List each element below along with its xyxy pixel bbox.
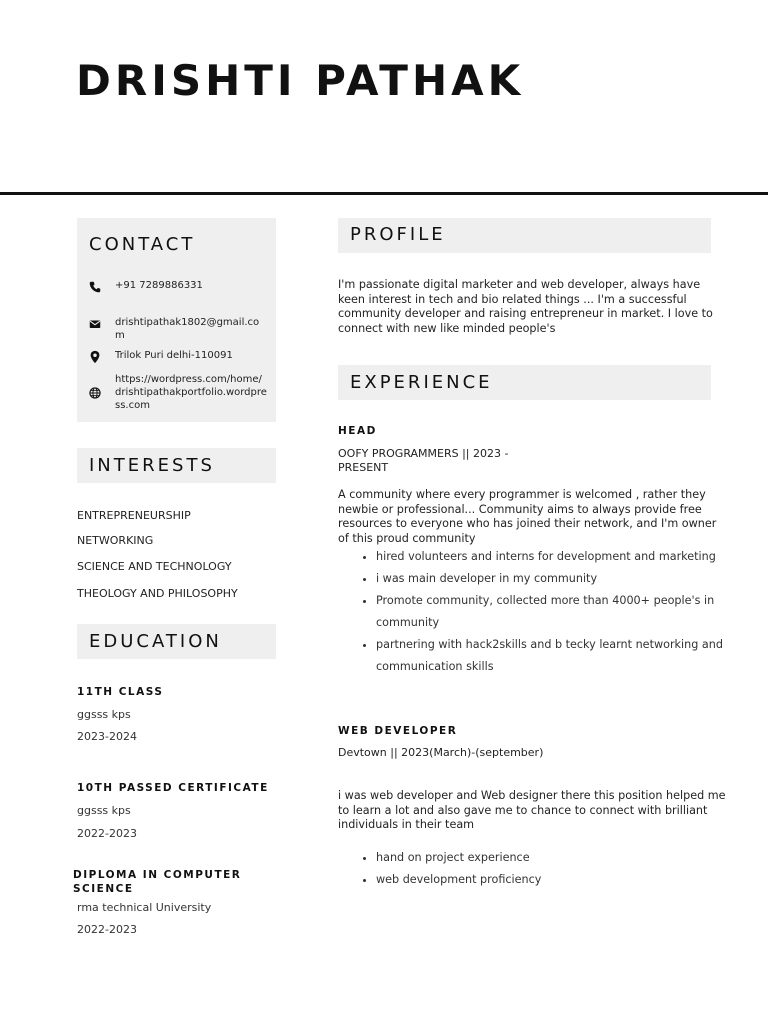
education-section — [77, 624, 276, 659]
job-title: WEB DEVELOPER — [338, 725, 458, 737]
job-organization: OOFY PROGRAMMERS || 2023 - PRESENT — [338, 447, 509, 474]
contact-section — [77, 218, 276, 422]
profile-section — [338, 218, 711, 253]
list-item: • partnering with hack2skills and b tecky learnt networking and communication skills — [376, 634, 768, 678]
job-bullet-list — [338, 546, 768, 678]
job-description: i was web developer and Web designer there this position helped me to learn a lot and also gave me to chance to connect with brilliant individuals in their team — [338, 789, 726, 831]
education-entry-heading: DIPLOMA IN COMPUTER SCIENCE — [73, 869, 242, 895]
experience-heading: EXPERIENCE — [350, 372, 493, 393]
header-divider — [0, 192, 768, 195]
profile-heading: PROFILE — [350, 224, 446, 245]
education-years: 2022-2023 — [77, 923, 137, 936]
list-item: • Promote community, collected more than 4000+ people's in community — [376, 590, 768, 634]
experience-section — [338, 365, 711, 400]
job-organization: Devtown || 2023(March)-(september) — [338, 746, 544, 759]
education-school: rma technical University — [77, 901, 212, 914]
interest-item: SCIENCE AND TECHNOLOGY — [77, 560, 232, 573]
interests-section — [77, 448, 276, 483]
contact-website-row — [88, 373, 268, 412]
education-years: 2023-2024 — [77, 730, 137, 743]
job-description: A community where every programmer is welcomed , rather they newbie or professional... Community aims to always provide free resources to everyone who has joined their network, and I'm owner of this proud community — [338, 488, 717, 545]
list-item: • hired volunteers and interns for development and marketing — [376, 546, 768, 568]
list-item: • hand on project experience — [376, 847, 768, 869]
education-years: 2022-2023 — [77, 827, 137, 840]
list-item: • i was main developer in my community — [376, 568, 768, 590]
contact-phone-row — [88, 279, 268, 294]
mail-icon — [88, 317, 102, 331]
job-bullet-list — [338, 847, 768, 891]
address: Trilok Puri delhi-110091 — [115, 350, 233, 361]
job-title: HEAD — [338, 425, 377, 437]
interest-item: ENTREPRENEURSHIP — [77, 509, 191, 522]
interest-item: THEOLOGY AND PHILOSOPHY — [77, 587, 238, 600]
education-entry-heading: 11TH CLASS — [77, 686, 164, 698]
location-pin-icon — [88, 350, 102, 364]
profile-text: I'm passionate digital marketer and web developer, always have keen interest in tech and bio related things ... I'm a successful community developer and raising entrepreneur in market. I love to connect with new like minded people's — [338, 278, 713, 335]
education-school: ggsss kps — [77, 708, 131, 721]
globe-icon — [88, 386, 102, 400]
education-entry-heading: 10TH PASSED CERTIFICATE — [77, 782, 269, 794]
phone-number: +91 7289886331 — [115, 280, 203, 291]
candidate-name: DRISHTI PATHAK — [76, 56, 525, 105]
contact-address-row — [88, 349, 268, 364]
interest-item: NETWORKING — [77, 534, 154, 547]
phone-icon — [88, 280, 102, 294]
list-item: • web development proficiency — [376, 869, 768, 891]
contact-heading: CONTACT — [89, 234, 196, 255]
email-address[interactable]: drishtipathak1802@gmail.com — [115, 317, 260, 341]
interests-heading: INTERESTS — [89, 455, 215, 476]
education-school: ggsss kps — [77, 804, 131, 817]
contact-email-row — [88, 316, 268, 342]
education-heading: EDUCATION — [89, 631, 222, 652]
website-link[interactable]: https://wordpress.com/home/drishtipathakportfolio.wordpress.com — [115, 374, 267, 411]
